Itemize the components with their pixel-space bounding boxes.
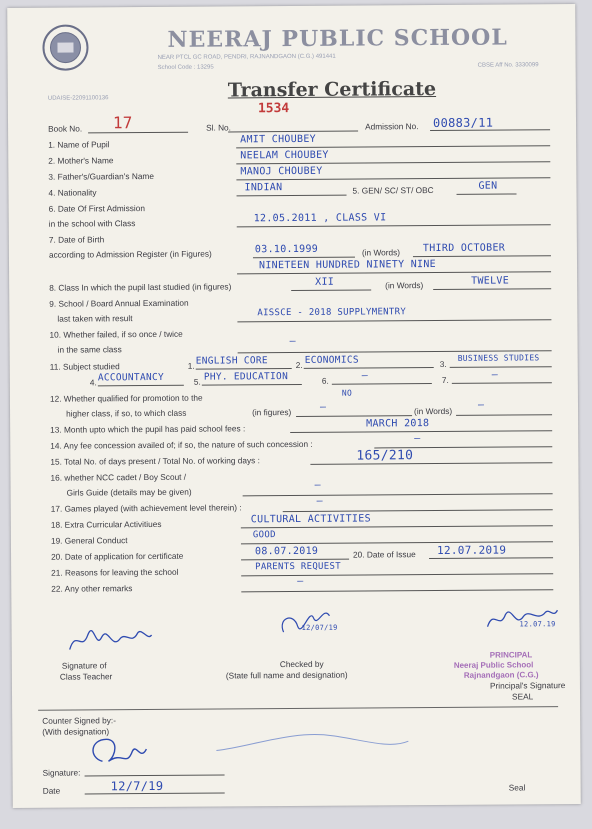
stamp-line-2: Neeraj Public School: [453, 660, 534, 670]
school-code: School Code : 13295: [157, 64, 214, 71]
label-reason: 21. Reasons for leaving the school: [51, 566, 179, 578]
value-first-admission: 12.05.2011 , CLASS VI: [253, 212, 387, 225]
cbse-affiliation: CBSE Aff No. 3330099: [477, 62, 539, 69]
value-extra: CULTURAL ACTIVITIES: [250, 513, 371, 526]
label-ncc-details: Girls Guide (details may be given): [66, 486, 192, 498]
value-application-date: 08.07.2019: [254, 545, 319, 558]
value-category: GEN: [478, 180, 498, 192]
admission-no-label: Admission No.: [365, 121, 419, 132]
signature-teacher-label-1: Signature of: [61, 660, 107, 671]
value-mother: NEELAM CHOUBEY: [240, 149, 329, 162]
label-father: 3. Father's/Guardian's Name: [48, 170, 154, 182]
subject-num-7: 7.: [441, 374, 449, 385]
label-dob-words: (in Words): [361, 247, 401, 258]
value-dob-words-1: THIRD OCTOBER: [422, 242, 506, 255]
admission-no-value: 00883/11: [432, 115, 494, 131]
value-subject-1: ENGLISH CORE: [195, 355, 268, 367]
value-reason: PARENTS REQUEST: [255, 561, 341, 573]
signature-label: Signature:: [42, 767, 81, 778]
label-last-class: 8. Class In which the pupil last studied (in figures): [49, 281, 232, 293]
value-qualified-words: —: [477, 399, 485, 411]
value-subject-2: ECONOMICS: [304, 354, 359, 366]
checked-by-designation-label: (State full name and designation): [225, 669, 348, 681]
subject-num-3: 3.: [439, 358, 447, 369]
value-father: MANOJ CHOUBEY: [240, 165, 323, 178]
page-title: Transfer Certificate: [227, 78, 437, 102]
seal2-label: Seal: [508, 782, 526, 793]
value-dob-words-2: NINETEEN HUNDRED NINETY NINE: [258, 259, 437, 272]
label-first-admission: 6. Date Of First Admission: [48, 203, 146, 214]
school-logo: [41, 23, 89, 71]
label-qualified-figures: (in figures): [252, 407, 292, 418]
value-qualified-fig: —: [319, 401, 327, 413]
label-application-date: 20. Date of application for certificate: [51, 550, 184, 562]
value-subject-6: —: [361, 370, 369, 382]
label-conduct: 19. General Conduct: [50, 535, 128, 546]
value-subject-4: ACCOUNTANCY: [97, 371, 165, 384]
seal-label: SEAL: [511, 691, 534, 702]
principal-signature: [481, 600, 561, 637]
label-qualified-words: (in Words): [414, 405, 453, 417]
principal-signature-label: Principal's Signature: [489, 680, 566, 691]
counter-date-value: 12/7/19: [110, 778, 164, 794]
value-subject-5: PHY. EDUCATION: [203, 371, 289, 383]
subject-num-4: 4.: [89, 377, 97, 388]
label-attendance: 15. Total No. of days present / Total No. of working days :: [50, 455, 260, 467]
school-address: NEAR PTCL GC ROAD, PENDRI, RAJNANDGAON (C.G.) 491441: [157, 53, 336, 61]
checked-by-signature: [273, 598, 353, 645]
label-exam: 9. School / Board Annual Examination: [49, 297, 189, 309]
label-mother: 2. Mother's Name: [48, 155, 114, 166]
value-exam-result: AISSCE - 2018 SUPPLYMENTRY: [257, 307, 407, 319]
value-dob-figures: 03.10.1999: [254, 243, 319, 256]
date-label: Date: [42, 785, 61, 796]
label-dob: 7. Date of Birth: [48, 234, 105, 245]
signature-teacher-label-2: Class Teacher: [59, 671, 113, 682]
value-subject-7: —: [491, 369, 499, 381]
label-failed: 10. Whether failed, if so once / twice: [49, 328, 183, 340]
value-failed: —: [289, 335, 296, 348]
principal-date: 12.07.19: [519, 620, 556, 629]
value-fees: MARCH 2018: [366, 418, 430, 430]
value-subject-3: BUSINESS STUDIES: [457, 353, 540, 363]
label-nationality: 4. Nationality: [48, 187, 97, 198]
sl-no-label: Sl. No.: [206, 122, 231, 133]
label-dob-register: according to Admission Register (in Figures): [48, 248, 212, 260]
checked-by-label: Checked by: [279, 658, 324, 670]
stamp-line-3: Rajnandgaon (C.G.): [463, 670, 539, 680]
label-ncc: 16. whether NCC cadet / Boy Scout /: [50, 471, 187, 483]
counter-designation-label: (With designation): [42, 726, 110, 737]
label-remarks: 22. Any other remarks: [51, 583, 133, 594]
label-last-class-words: (in Words): [385, 280, 424, 291]
value-qualified: NO: [341, 388, 353, 398]
label-qualified: 12. Whether qualified for promotion to the: [49, 392, 203, 404]
book-no-value: 17: [112, 113, 133, 133]
subject-num-5: 5.: [193, 376, 201, 387]
label-failed-class: in the same class: [57, 344, 122, 355]
counter-signed-label: Counter Signed by:-: [42, 715, 117, 726]
subject-num-2: 2.: [295, 359, 303, 370]
label-qualified-class: higher class, if so, to which class: [66, 407, 187, 419]
value-attendance: 165/210: [356, 448, 414, 464]
label-category: 5. GEN/ SC/ ST/ OBC: [352, 185, 434, 196]
value-concession: —: [414, 433, 421, 445]
value-nationality: INDIAN: [244, 182, 283, 194]
transfer-certificate-document: [7, 4, 581, 808]
stamp-line-1: PRINCIPAL: [489, 650, 533, 660]
label-fees: 13. Month upto which the pupil has paid school fees :: [50, 423, 246, 435]
label-issue-date: 20. Date of Issue: [353, 549, 416, 560]
school-name: NEERAJ PUBLIC SCHOOL: [167, 24, 508, 53]
label-first-admission-class: in the school with Class: [48, 218, 136, 229]
ink-stroke-mark: [212, 719, 412, 760]
value-name: AMIT CHOUBEY: [240, 133, 317, 146]
class-teacher-signature: [65, 619, 155, 660]
label-concession: 14. Any fee concession availed of; if so, the nature of such concession :: [50, 438, 313, 451]
value-conduct: GOOD: [252, 530, 276, 541]
label-exam-result: last taken with result: [57, 313, 133, 324]
value-last-class-fig: XII: [315, 276, 335, 288]
value-ncc: —: [314, 479, 321, 491]
udise-code: UDAISE-22091100136: [47, 95, 109, 102]
checked-by-date: 12/07/19: [301, 623, 338, 632]
value-remarks: —: [297, 575, 304, 587]
value-issue-date: 12.07.2019: [436, 543, 507, 558]
subject-num-6: 6.: [321, 375, 329, 386]
label-subjects: 11. Subject studied: [49, 361, 120, 372]
serial-number: 1534: [257, 101, 290, 117]
label-name: 1. Name of Pupil: [48, 139, 110, 150]
value-games: —: [316, 495, 324, 507]
book-no-label: Book No.: [48, 123, 83, 134]
label-games: 17. Games played (with achievement level therein) :: [50, 502, 242, 514]
subject-num-1: 1.: [187, 360, 195, 371]
value-last-class-words: TWELVE: [471, 275, 510, 287]
counter-signature: [82, 731, 152, 775]
label-extra: 18. Extra Curricular Activitiues: [50, 518, 162, 530]
